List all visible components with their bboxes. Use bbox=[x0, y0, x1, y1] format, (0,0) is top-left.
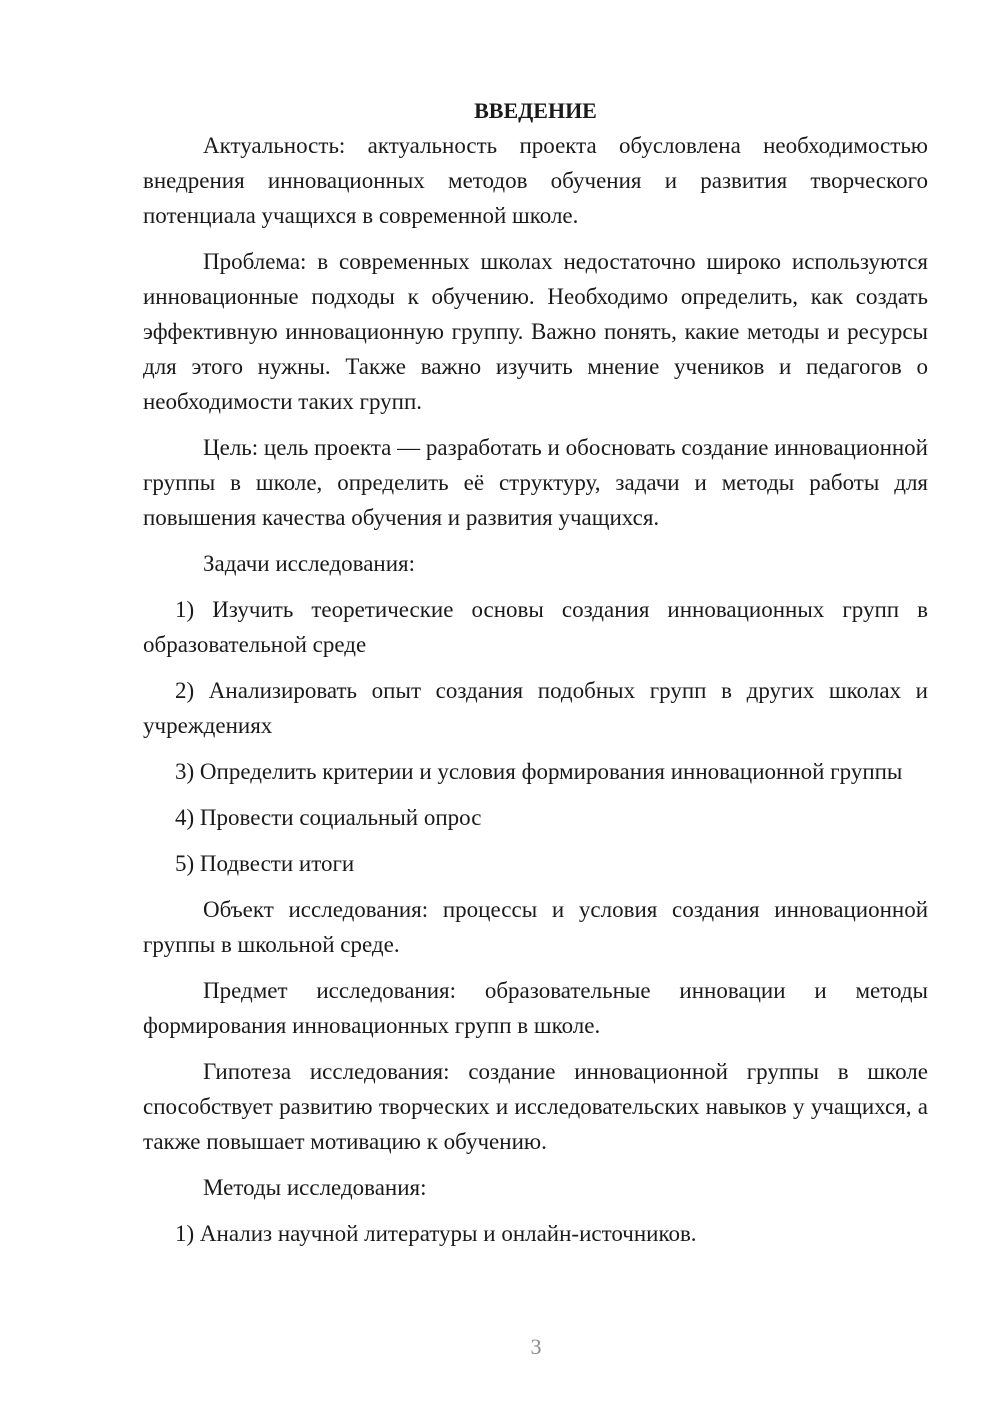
page-content bbox=[143, 93, 928, 1262]
paragraph-object: Объект исследования: процессы и условия создания инновационной группы в школьной среде. bbox=[143, 897, 928, 957]
paragraph-hypothesis: Гипотеза исследования: создание инновационной группы в школе способствует развитию творческих и исследовательских навыков у учащихся, а также повышает мотивацию к обучению. bbox=[143, 1059, 928, 1154]
paragraph-tasks-heading: Задачи исследования: bbox=[203, 551, 416, 576]
section-title: ВВЕДЕНИЕ bbox=[474, 98, 597, 123]
task-item-4: 4) Провести социальный опрос bbox=[175, 805, 482, 830]
paragraph-methods-heading: Методы исследования: bbox=[203, 1175, 427, 1200]
paragraph-goal: Цель: цель проекта — разработать и обосновать создание инновационной группы в школе, определить её структуру, задачи и методы работы для повышения качества обучения и развития учащихся. bbox=[143, 435, 928, 530]
paragraph-problem: Проблема: в современных школах недостаточно широко используются инновационные подходы к обучению. Необходимо определить, как создать эффективную инновационную группу. Важно понять, какие методы и ресурсы для этого нужны. Также важно изучить мнение учеников и педагогов о необходимости таких групп. bbox=[143, 249, 928, 414]
task-item-1: 1) Изучить теоретические основы создания инновационных групп в образовательной среде bbox=[143, 597, 928, 657]
task-item-3: 3) Определить критерии и условия формирования инновационной группы bbox=[175, 759, 903, 784]
paragraph-relevance: Актуальность: актуальность проекта обусловлена необходимостью внедрения инновационных методов обучения и развития творческого потенциала учащихся в современной школе. bbox=[143, 133, 928, 228]
paragraph-subject: Предмет исследования: образовательные инновации и методы формирования инновационных групп в школе. bbox=[143, 978, 928, 1038]
method-item-1: 1) Анализ научной литературы и онлайн-источников. bbox=[175, 1221, 697, 1246]
page-number: 3 bbox=[530, 1334, 542, 1359]
task-item-2: 2) Анализировать опыт создания подобных групп в других школах и учреждениях bbox=[143, 678, 928, 738]
task-item-5: 5) Подвести итоги bbox=[175, 851, 355, 876]
